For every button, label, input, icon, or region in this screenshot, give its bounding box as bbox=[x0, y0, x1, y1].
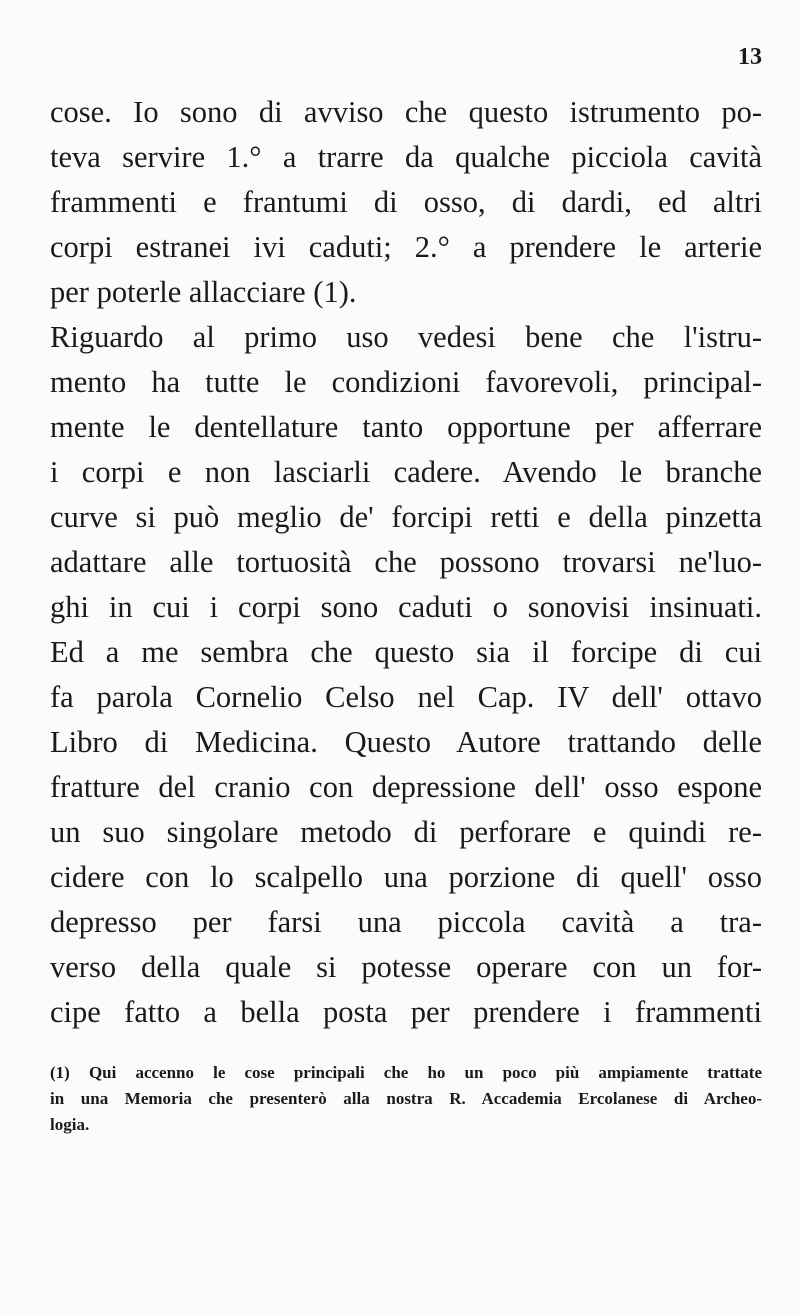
text-line: Ed a me sembra che questo sia il forcipe di cui bbox=[50, 635, 762, 669]
text-line: depresso per farsi una piccola cavità a tra- bbox=[50, 905, 762, 939]
text-line: per poterle allacciare (1). bbox=[50, 275, 357, 309]
text-line: curve si può meglio de' forcipi retti e della pinzetta bbox=[50, 500, 762, 534]
text-line: adattare alle tortuosità che possono trovarsi ne'luo- bbox=[50, 545, 762, 579]
text-line: un suo singolare metodo di perforare e quindi re- bbox=[50, 815, 762, 849]
text-line: cose. Io sono di avviso che questo istrumento po- bbox=[50, 95, 762, 129]
text-line: fa parola Cornelio Celso nel Cap. IV dell' ottavo bbox=[50, 680, 762, 714]
body-text bbox=[50, 90, 762, 1035]
text-line: ghi in cui i corpi sono caduti o sonovisi insinuati. bbox=[50, 590, 762, 624]
text-line: Libro di Medicina. Questo Autore trattando delle bbox=[50, 725, 762, 759]
text-line: corpi estranei ivi caduti; 2.° a prendere le arterie bbox=[50, 230, 762, 264]
text-line: verso della quale si potesse operare con un for- bbox=[50, 950, 762, 984]
page-number: 13 bbox=[738, 44, 762, 70]
text-line: mento ha tutte le condizioni favorevoli, principal- bbox=[50, 365, 762, 399]
footnote-line: logia. bbox=[50, 1115, 90, 1134]
footnote-line: (1) Qui accenno le cose principali che ho un poco più ampiamente trattate bbox=[50, 1063, 762, 1082]
text-line: fratture del cranio con depressione dell' osso espone bbox=[50, 770, 762, 804]
footnote-line: in una Memoria che presenterò alla nostra R. Accademia Ercolanese di Archeo- bbox=[50, 1089, 762, 1108]
footnote bbox=[50, 1060, 762, 1138]
text-line: Riguardo al primo uso vedesi bene che l'istru- bbox=[50, 320, 762, 354]
text-line: i corpi e non lasciarli cadere. Avendo le branche bbox=[50, 455, 762, 489]
text-line: cidere con lo scalpello una porzione di quell' osso bbox=[50, 860, 762, 894]
text-line: frammenti e frantumi di osso, di dardi, ed altri bbox=[50, 185, 762, 219]
text-line: teva servire 1.° a trarre da qualche picciola cavità bbox=[50, 140, 762, 174]
text-line: cipe fatto a bella posta per prendere i frammenti bbox=[50, 995, 762, 1029]
text-line: mente le dentellature tanto opportune per afferrare bbox=[50, 410, 762, 444]
